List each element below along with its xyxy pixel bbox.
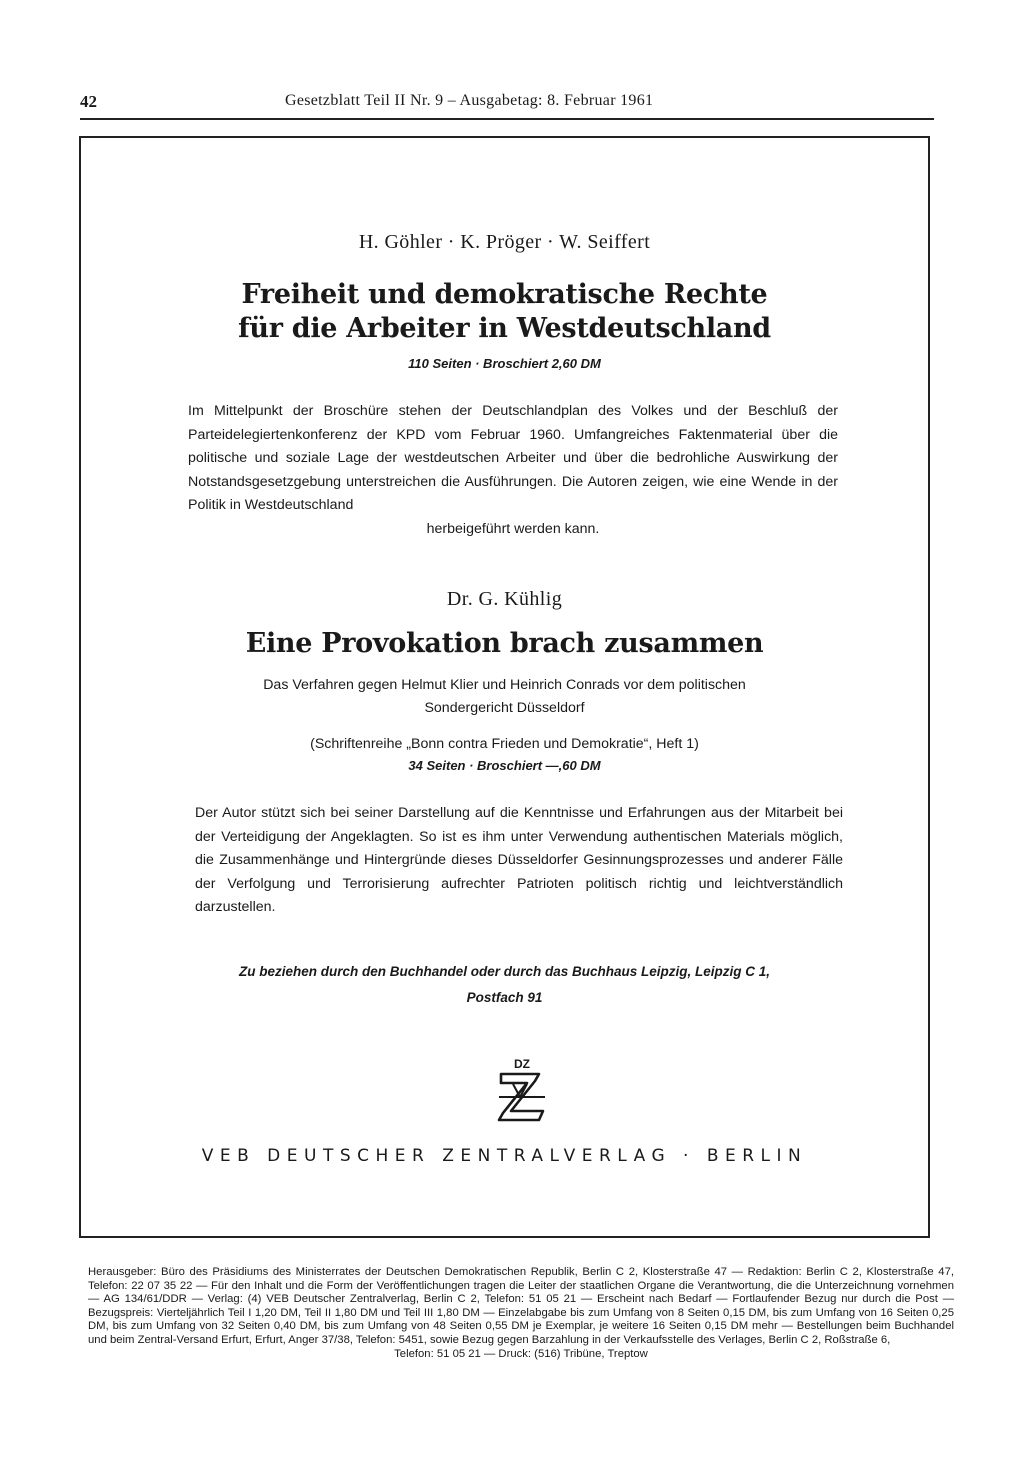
book1-description xyxy=(188,400,838,541)
book2-series: (Schriftenreihe „Bonn contra Frieden und Demokratie“, Heft 1) xyxy=(310,736,699,752)
book1-description-last: herbeigeführt werden kann. xyxy=(426,520,600,537)
book2-subtitle-line1: Das Verfahren gegen Helmut Klier und Heinrich Conrads vor dem politischen xyxy=(263,677,746,693)
imprint-last-line: Telefon: 51 05 21 — Druck: (516) Tribüne, Treptow xyxy=(394,1347,648,1360)
publisher-logo-icon xyxy=(495,1054,549,1126)
logo-text: DZ xyxy=(514,1057,530,1071)
book1-title-line2: für die Arbeiter in Westdeutschland xyxy=(238,313,771,344)
header-rule xyxy=(80,118,934,120)
order-line2: Postfach 91 xyxy=(466,990,543,1005)
page-header xyxy=(80,88,934,118)
book2-meta: 34 Seiten · Broschiert —,60 DM xyxy=(408,758,601,773)
imprint-text: Herausgeber: Büro des Präsidiums des Ministerrates der Deutschen Demokratischen Republik, Berlin C 2, Klosterstraße 47 — Redaktion: Berlin C 2, Klosterstraße 47, Telefon: 22 07 35 22 — Für den Inhalt und die Form der Veröffentlichungen tragen die Leiter der staatlichen Organe die Verantwortung, die die Unterzeichnung vornehmen — AG 134/61/DDR — Verlag: (4) VEB Deutscher Zentralverlag, Berlin C 2, Telefon: 51 05 21 — Erscheint nach Bedarf — Fortlaufender Bezug nur durch die Post — Bezugspreis: Vierteljährlich Teil I 1,20 DM, Teil II 1,80 DM und Teil III 1,80 DM — Einzelabgabe bis zum Umfang von 8 Seiten 0,15 DM, bis zum Umfang von 16 Seiten 0,25 DM, bis zum Umfang von 32 Seiten 0,40 DM, bis zum Umfang von 48 Seiten 0,55 DM je Exemplar, je weitere 16 Seiten 0,15 DM mehr — Bestellungen beim Buchhandel und beim Zentral-Versand Erfurt, Erfurt, Anger 37/38, Telefon: 5451, sowie Bezug gegen Barzahlung in der Verkaufsstelle des Verlages, Berlin C 2, Roßstraße 6, xyxy=(88,1266,954,1346)
book2-title: Eine Provokation brach zusammen xyxy=(245,628,764,659)
book1-title-line1: Freiheit und demokratische Rechte xyxy=(241,279,768,310)
book2-description xyxy=(195,802,843,920)
book1-meta: 110 Seiten · Broschiert 2,60 DM xyxy=(408,356,601,371)
imprint xyxy=(88,1266,954,1361)
publisher-name: VEB DEUTSCHER ZENTRALVERLAG · BERLIN xyxy=(201,1146,808,1166)
book2-subtitle-line2: Sondergericht Düsseldorf xyxy=(424,700,585,716)
book1-authors: H. Göhler · K. Pröger · W. Seiffert xyxy=(358,231,651,253)
order-line1: Zu beziehen durch den Buchhandel oder durch das Buchhaus Leipzig, Leipzig C 1, xyxy=(238,964,771,979)
book2-authors: Dr. G. Kühlig xyxy=(446,588,563,610)
running-title: Gesetzblatt Teil II Nr. 9 – Ausgabetag: 8. Februar 1961 xyxy=(285,92,654,109)
book2-description-text: Der Autor stützt sich bei seiner Darstellung auf die Kenntnisse und Erfahrungen aus der Mitarbeit bei der Verteidigung der Angeklagten. So ist es ihm unter Verwendung authentischen Materials möglich, die Zusammenhänge und Hintergründe dieses Düsseldorfer Gesinnungsprozesses und anderer Fälle der Verfolgung und Terrorisierung aufrechter Patrioten politisch richtig und leichtverständlich darzustellen. xyxy=(195,805,843,915)
page-number: 42 xyxy=(80,92,97,111)
advertisement-box xyxy=(79,136,930,1238)
book1-description-text: Im Mittelpunkt der Broschüre stehen der Deutschlandplan des Volkes und der Beschluß der Parteidelegiertenkonferenz der KPD vom Februar 1960. Umfangreiches Faktenmaterial über die politische und soziale Lage der westdeutschen Arbeiter und über die bedrohliche Auswirkung der Notstandsgesetzgebung unterstreichen die Ausführungen. Die Autoren zeigen, wie eine Wende in der Politik in Westdeutschland xyxy=(188,403,838,513)
